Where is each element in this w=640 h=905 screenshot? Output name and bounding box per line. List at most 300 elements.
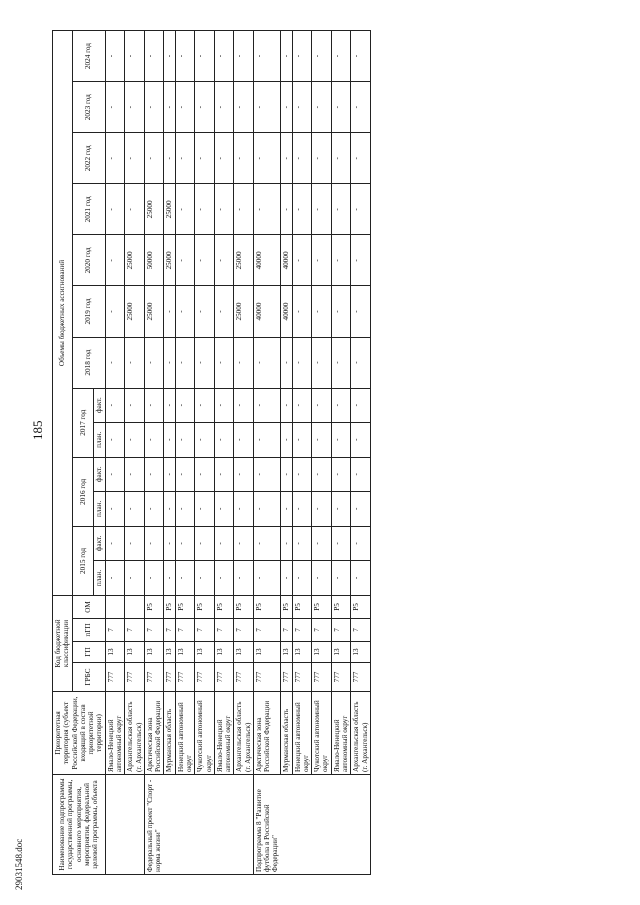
row-name <box>292 775 312 875</box>
row-territory: Чукотский автономный округ <box>312 692 332 775</box>
header-2021: 2021 год <box>72 184 105 235</box>
row-value: - <box>292 491 312 526</box>
row-value: 40000 <box>281 235 292 286</box>
row-value: 40000 <box>281 286 292 337</box>
row-value: - <box>164 457 175 491</box>
row-value: - <box>164 422 175 457</box>
row-value: - <box>253 560 280 595</box>
row-value: - <box>195 388 215 422</box>
table-row <box>312 31 332 875</box>
row-gp: 13 <box>312 642 332 663</box>
row-value: - <box>351 184 371 235</box>
row-value: - <box>253 422 280 457</box>
header-2018: 2018 год <box>72 337 105 388</box>
table-row <box>214 31 234 875</box>
row-value: - <box>234 388 254 422</box>
row-value: - <box>253 133 280 184</box>
row-value: - <box>292 235 312 286</box>
row-value: - <box>125 560 145 595</box>
row-value: 25000 <box>125 286 145 337</box>
row-value: - <box>164 337 175 388</box>
row-name <box>312 775 332 875</box>
row-territory: Архангельская область (г. Архангельск) <box>234 692 254 775</box>
row-om: P5 <box>234 596 254 619</box>
header-2017-plan: план. <box>94 422 105 457</box>
row-value: - <box>195 184 215 235</box>
row-name <box>281 775 292 875</box>
row-value: - <box>234 184 254 235</box>
row-pgp: 7 <box>175 619 195 642</box>
row-om: P5 <box>331 596 351 619</box>
row-value: - <box>281 133 292 184</box>
table-row <box>195 31 215 875</box>
row-grbs: 777 <box>351 663 371 692</box>
row-grbs: 777 <box>281 663 292 692</box>
row-value: - <box>292 31 312 82</box>
row-value: - <box>125 184 145 235</box>
row-value: - <box>144 422 164 457</box>
table-row <box>331 31 351 875</box>
row-om: P5 <box>175 596 195 619</box>
row-value: - <box>312 337 332 388</box>
row-value: - <box>164 491 175 526</box>
row-value: - <box>105 422 125 457</box>
row-value: - <box>253 491 280 526</box>
row-value: - <box>281 560 292 595</box>
row-value: - <box>351 31 371 82</box>
row-value: 40000 <box>253 286 280 337</box>
row-value: - <box>105 560 125 595</box>
row-value: - <box>331 235 351 286</box>
row-value: - <box>312 133 332 184</box>
row-value: - <box>214 457 234 491</box>
row-value: - <box>312 286 332 337</box>
row-value: - <box>195 337 215 388</box>
row-name <box>175 775 195 875</box>
rotated-table-container <box>52 30 632 875</box>
row-grbs: 777 <box>125 663 145 692</box>
row-value: - <box>164 286 175 337</box>
row-gp: 13 <box>292 642 312 663</box>
row-gp: 13 <box>214 642 234 663</box>
row-pgp: 7 <box>312 619 332 642</box>
row-value: - <box>105 491 125 526</box>
table-row <box>234 31 254 875</box>
table-row <box>164 31 175 875</box>
row-grbs: 777 <box>144 663 164 692</box>
row-value: - <box>312 526 332 560</box>
row-territory: Мурманская область <box>164 692 175 775</box>
document-filename: 29031548.doc <box>14 838 24 890</box>
row-value: - <box>195 422 215 457</box>
row-value: - <box>195 560 215 595</box>
row-gp: 13 <box>331 642 351 663</box>
row-value: - <box>175 491 195 526</box>
row-value: - <box>292 526 312 560</box>
row-value: - <box>214 31 234 82</box>
row-value: - <box>281 31 292 82</box>
row-value: - <box>105 388 125 422</box>
row-value: - <box>214 388 234 422</box>
row-value: - <box>105 457 125 491</box>
row-value: - <box>164 31 175 82</box>
row-gp: 13 <box>175 642 195 663</box>
row-value: - <box>234 337 254 388</box>
row-value: - <box>125 526 145 560</box>
row-value: - <box>175 526 195 560</box>
row-pgp: 7 <box>125 619 145 642</box>
row-value: - <box>214 337 234 388</box>
row-territory: Мурманская область <box>281 692 292 775</box>
table-row <box>292 31 312 875</box>
row-value: - <box>175 133 195 184</box>
row-value: - <box>312 31 332 82</box>
row-value: - <box>351 286 371 337</box>
row-gp: 13 <box>253 642 280 663</box>
header-2019: 2019 год <box>72 286 105 337</box>
row-pgp: 7 <box>351 619 371 642</box>
row-value: - <box>234 560 254 595</box>
row-value: - <box>292 560 312 595</box>
row-value: - <box>144 457 164 491</box>
row-value: - <box>331 286 351 337</box>
row-om: P5 <box>214 596 234 619</box>
row-value: - <box>331 337 351 388</box>
row-value: - <box>312 184 332 235</box>
row-territory: Арктическая зона Российской Федерации <box>253 692 280 775</box>
row-value: - <box>234 491 254 526</box>
row-value: - <box>195 491 215 526</box>
row-value: 25000 <box>144 184 164 235</box>
row-gp: 13 <box>351 642 371 663</box>
row-name <box>331 775 351 875</box>
row-value: - <box>175 560 195 595</box>
row-value: - <box>195 31 215 82</box>
row-gp: 13 <box>144 642 164 663</box>
row-value: - <box>331 560 351 595</box>
row-value: 25000 <box>164 184 175 235</box>
row-value: - <box>253 184 280 235</box>
row-value: - <box>175 82 195 133</box>
row-om <box>105 596 125 619</box>
row-value: - <box>164 526 175 560</box>
header-2016: 2016 год <box>72 457 94 526</box>
row-value: - <box>292 337 312 388</box>
row-value: - <box>281 422 292 457</box>
row-value: - <box>175 286 195 337</box>
row-value: - <box>125 31 145 82</box>
row-value: - <box>175 235 195 286</box>
header-2022: 2022 год <box>72 133 105 184</box>
row-om: P5 <box>281 596 292 619</box>
row-value: - <box>253 388 280 422</box>
row-value: - <box>164 560 175 595</box>
row-territory: Архангельская область (г. Архангельск) <box>125 692 145 775</box>
table-row <box>144 31 164 875</box>
row-value: - <box>175 184 195 235</box>
row-territory: Ямало-Ненецкий автономный округ <box>214 692 234 775</box>
row-om <box>125 596 145 619</box>
header-gp: ГП <box>72 642 105 663</box>
row-value: - <box>144 133 164 184</box>
row-grbs: 777 <box>214 663 234 692</box>
row-value: - <box>351 235 371 286</box>
row-value: - <box>195 457 215 491</box>
row-pgp: 7 <box>292 619 312 642</box>
row-value: - <box>234 457 254 491</box>
header-2017-fact: факт. <box>94 388 105 422</box>
row-value: - <box>292 82 312 133</box>
table-row <box>253 31 280 875</box>
row-value: - <box>214 184 234 235</box>
table-row <box>125 31 145 875</box>
row-gp: 13 <box>164 642 175 663</box>
header-2015: 2015 год <box>72 526 94 595</box>
row-grbs: 777 <box>164 663 175 692</box>
row-territory: Ямало-Ненецкий автономный округ <box>331 692 351 775</box>
row-value: - <box>351 560 371 595</box>
row-territory: Архангельская область (г. Архангельск) <box>351 692 371 775</box>
budget-table <box>52 30 371 875</box>
row-pgp: 7 <box>234 619 254 642</box>
table-row <box>281 31 292 875</box>
row-value: - <box>195 133 215 184</box>
row-value: - <box>214 560 234 595</box>
row-om: P5 <box>292 596 312 619</box>
row-pgp: 7 <box>164 619 175 642</box>
row-value: - <box>351 526 371 560</box>
row-value: - <box>105 526 125 560</box>
row-territory: Ненецкий автономный округ <box>175 692 195 775</box>
row-value: - <box>214 526 234 560</box>
row-om: P5 <box>351 596 371 619</box>
row-value: - <box>234 31 254 82</box>
row-value: - <box>144 337 164 388</box>
row-value: - <box>214 82 234 133</box>
row-om: P5 <box>312 596 332 619</box>
row-value: - <box>331 133 351 184</box>
row-value: - <box>234 422 254 457</box>
row-pgp: 7 <box>144 619 164 642</box>
row-value: - <box>351 82 371 133</box>
row-value: - <box>281 526 292 560</box>
row-value: - <box>351 457 371 491</box>
row-grbs: 777 <box>292 663 312 692</box>
header-2017: 2017 год <box>72 388 94 457</box>
row-value: - <box>351 133 371 184</box>
row-value: - <box>125 337 145 388</box>
row-value: - <box>164 133 175 184</box>
row-value: - <box>164 388 175 422</box>
row-value: - <box>105 31 125 82</box>
row-value: - <box>331 491 351 526</box>
row-grbs: 777 <box>175 663 195 692</box>
row-value: - <box>144 491 164 526</box>
row-value: - <box>351 422 371 457</box>
row-value: - <box>195 235 215 286</box>
row-value: - <box>125 388 145 422</box>
row-pgp: 7 <box>331 619 351 642</box>
row-value: - <box>253 457 280 491</box>
row-gp: 13 <box>234 642 254 663</box>
row-value: - <box>175 422 195 457</box>
row-value: - <box>214 235 234 286</box>
row-value: - <box>125 422 145 457</box>
row-value: - <box>125 133 145 184</box>
row-value: - <box>125 457 145 491</box>
row-value: - <box>175 31 195 82</box>
row-pgp: 7 <box>281 619 292 642</box>
header-om: ОМ <box>72 596 105 619</box>
row-value: 25000 <box>234 286 254 337</box>
header-budget-code: Код бюджетной классификации <box>53 596 73 692</box>
row-value: - <box>281 388 292 422</box>
row-value: 25000 <box>125 235 145 286</box>
row-value: - <box>312 491 332 526</box>
row-om: P5 <box>195 596 215 619</box>
row-value: - <box>253 82 280 133</box>
row-value: 25000 <box>164 235 175 286</box>
row-name <box>234 775 254 875</box>
row-value: - <box>195 526 215 560</box>
row-territory: Ненецкий автономный округ <box>292 692 312 775</box>
row-grbs: 777 <box>195 663 215 692</box>
row-value: - <box>214 422 234 457</box>
row-value: - <box>144 82 164 133</box>
row-value: - <box>292 133 312 184</box>
row-value: - <box>292 184 312 235</box>
table-row <box>175 31 195 875</box>
row-value: - <box>175 457 195 491</box>
row-value: - <box>214 133 234 184</box>
row-name <box>125 775 145 875</box>
row-grbs: 777 <box>331 663 351 692</box>
row-value: 25000 <box>234 235 254 286</box>
row-name <box>351 775 371 875</box>
row-value: - <box>234 526 254 560</box>
row-value: - <box>331 388 351 422</box>
row-gp: 13 <box>125 642 145 663</box>
row-value: - <box>292 457 312 491</box>
row-value: - <box>253 526 280 560</box>
header-2024: 2024 год <box>72 31 105 82</box>
row-value: - <box>351 491 371 526</box>
row-territory: Арктическая зона Российской Федерации <box>144 692 164 775</box>
row-value: - <box>281 491 292 526</box>
header-2015-plan: план. <box>94 560 105 595</box>
row-value: - <box>331 82 351 133</box>
row-name <box>164 775 175 875</box>
row-value: - <box>292 286 312 337</box>
row-om: P5 <box>253 596 280 619</box>
header-territory: Приоритетная территория (субъект Российской Федерации, входящий в состав приоритетной территории) <box>53 692 106 775</box>
row-value: - <box>292 422 312 457</box>
row-value: 50000 <box>144 235 164 286</box>
row-value: - <box>234 82 254 133</box>
row-value: - <box>125 491 145 526</box>
row-pgp: 7 <box>214 619 234 642</box>
header-2015-fact: факт. <box>94 526 105 560</box>
row-gp: 13 <box>281 642 292 663</box>
row-value: - <box>105 184 125 235</box>
row-value: - <box>105 82 125 133</box>
row-value: - <box>312 457 332 491</box>
row-value: - <box>331 526 351 560</box>
row-value: - <box>281 82 292 133</box>
row-value: - <box>281 184 292 235</box>
row-value: - <box>331 457 351 491</box>
row-value: - <box>144 31 164 82</box>
row-pgp: 7 <box>195 619 215 642</box>
row-value: - <box>351 388 371 422</box>
row-name: Федеральный проект "Спорт - норма жизни" <box>144 775 164 875</box>
row-grbs: 777 <box>253 663 280 692</box>
header-2020: 2020 год <box>72 235 105 286</box>
row-value: - <box>105 235 125 286</box>
row-value: - <box>175 337 195 388</box>
row-value: - <box>105 286 125 337</box>
row-value: - <box>331 422 351 457</box>
row-value: - <box>164 82 175 133</box>
row-gp: 13 <box>195 642 215 663</box>
row-value: - <box>281 337 292 388</box>
row-value: - <box>281 457 292 491</box>
row-om: P5 <box>164 596 175 619</box>
row-value: - <box>331 31 351 82</box>
header-2023: 2023 год <box>72 82 105 133</box>
row-territory: Ямало-Ненецкий автономный округ <box>105 692 125 775</box>
header-2016-fact: факт. <box>94 457 105 491</box>
header-pgp: пГП <box>72 619 105 642</box>
row-value: - <box>292 388 312 422</box>
row-gp: 13 <box>105 642 125 663</box>
row-value: - <box>312 388 332 422</box>
row-value: - <box>105 133 125 184</box>
row-value: - <box>195 82 215 133</box>
row-value: 40000 <box>253 235 280 286</box>
row-value: - <box>351 337 371 388</box>
page-number: 185 <box>30 420 45 440</box>
table-row <box>351 31 371 875</box>
row-name <box>214 775 234 875</box>
row-om: P5 <box>144 596 164 619</box>
row-value: - <box>312 422 332 457</box>
row-name: Подпрограмма 8 "Развитие футбола в Российской Федерации" <box>253 775 280 875</box>
row-value: - <box>195 286 215 337</box>
row-territory: Чукотский автономный округ <box>195 692 215 775</box>
header-2016-plan: план. <box>94 491 105 526</box>
row-value: - <box>234 133 254 184</box>
header-grbs: ГРБС <box>72 663 105 692</box>
row-grbs: 777 <box>105 663 125 692</box>
row-value: - <box>312 82 332 133</box>
row-value: - <box>175 388 195 422</box>
row-value: 25000 <box>144 286 164 337</box>
row-pgp: 7 <box>105 619 125 642</box>
row-value: - <box>312 235 332 286</box>
table-row <box>105 31 125 875</box>
row-value: - <box>253 337 280 388</box>
table-body <box>105 31 370 875</box>
row-value: - <box>312 560 332 595</box>
row-value: - <box>105 337 125 388</box>
row-value: - <box>125 82 145 133</box>
row-value: - <box>144 526 164 560</box>
row-name <box>195 775 215 875</box>
row-value: - <box>331 184 351 235</box>
row-value: - <box>214 491 234 526</box>
header-volumes: Объемы бюджетных ассигнований <box>53 31 73 596</box>
